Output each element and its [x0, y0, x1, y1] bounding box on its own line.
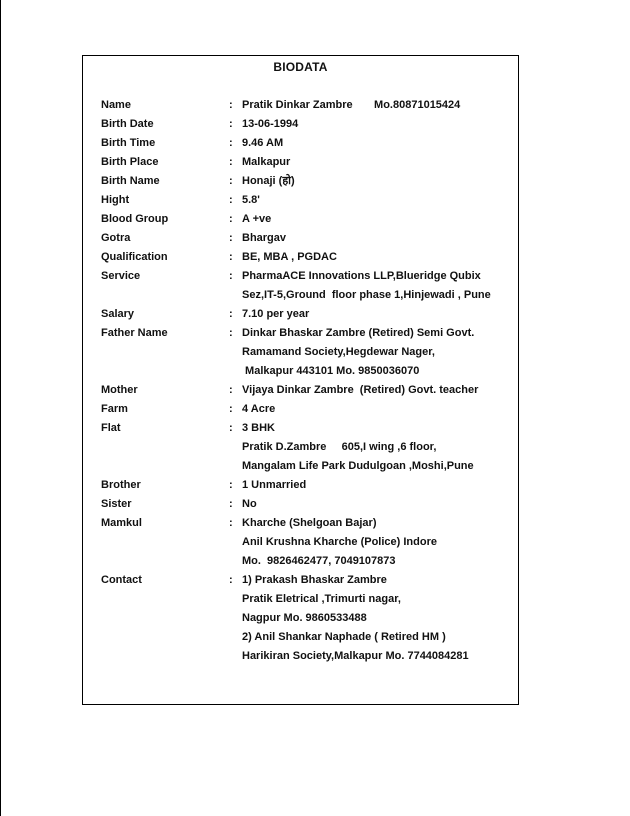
field-label: Farm [101, 403, 128, 415]
field-row-flat [101, 419, 510, 476]
field-value-line: PharmaACE Innovations LLP,Blueridge Qubix [242, 270, 481, 282]
field-value-line: 4 Acre [242, 403, 276, 415]
field-row-salary [101, 305, 510, 324]
field-value-line: Mangalam Life Park Dudulgoan ,Moshi,Pune [242, 460, 474, 472]
field-label: Father Name [101, 327, 168, 339]
field-separator: : [229, 156, 233, 168]
field-separator: : [229, 99, 233, 111]
field-value [242, 324, 510, 381]
field-row-name [101, 96, 510, 115]
field-value [242, 210, 510, 229]
field-value [242, 495, 510, 514]
field-row-birth-name [101, 172, 510, 191]
field-value-line: 7.10 per year [242, 308, 310, 320]
field-label: Salary [101, 308, 135, 320]
field-separator: : [229, 270, 233, 282]
field-label: Contact [101, 574, 142, 586]
field-value-line: Sez,IT-5,Ground floor phase 1,Hinjewadi , Pune [242, 289, 491, 301]
field-row-father-name [101, 324, 510, 381]
field-value [242, 305, 510, 324]
field-value-line: A +ve [242, 213, 272, 225]
field-value-line: Nagpur Mo. 9860533488 [242, 612, 367, 624]
field-value-line: 3 BHK [242, 422, 276, 434]
field-value-line: Harikiran Society,Malkapur Mo. 7744084281 [242, 650, 469, 662]
field-value [242, 96, 510, 115]
field-label: Qualification [101, 251, 168, 263]
field-separator: : [229, 137, 233, 149]
field-value-line: Malkapur [242, 156, 291, 168]
field-value-line: Ramamand Society,Hegdewar Nager, [242, 346, 435, 358]
biodata-fields [101, 96, 510, 666]
field-value-line: Mo. 9826462477, 7049107873 [242, 555, 396, 567]
field-row-brother [101, 476, 510, 495]
field-value [242, 419, 510, 476]
field-value [242, 381, 510, 400]
field-label: Service [101, 270, 141, 282]
field-value-line: Bhargav [242, 232, 287, 244]
field-row-birth-time [101, 134, 510, 153]
field-value-line: No [242, 498, 257, 510]
biodata-card [82, 55, 519, 705]
field-label: Brother [101, 479, 141, 491]
field-value [242, 514, 510, 571]
field-value-line: Malkapur 443101 Mo. 9850036070 [242, 365, 420, 377]
field-separator: : [229, 574, 233, 586]
field-value [242, 571, 510, 666]
field-label: Blood Group [101, 213, 169, 225]
field-value-line: Honaji (हो) [242, 175, 295, 187]
field-row-contact [101, 571, 510, 666]
field-value [242, 153, 510, 172]
field-separator: : [229, 251, 233, 263]
document-title: BIODATA [273, 60, 328, 74]
field-value-line: 5.8' [242, 194, 260, 206]
field-label: Birth Time [101, 137, 156, 149]
field-separator: : [229, 479, 233, 491]
field-label: Mamkul [101, 517, 142, 529]
field-value [242, 191, 510, 210]
field-value [242, 115, 510, 134]
field-separator: : [229, 422, 233, 434]
field-row-sister [101, 495, 510, 514]
field-label: Sister [101, 498, 132, 510]
field-label: Flat [101, 422, 121, 434]
field-row-qualification [101, 248, 510, 267]
field-row-gotra [101, 229, 510, 248]
field-value-line: 9.46 AM [242, 137, 284, 149]
field-separator: : [229, 384, 233, 396]
field-separator: : [229, 403, 233, 415]
field-separator: : [229, 213, 233, 225]
field-separator: : [229, 308, 233, 320]
field-label: Hight [101, 194, 130, 206]
field-value [242, 172, 510, 191]
field-value-line: Vijaya Dinkar Zambre (Retired) Govt. teacher [242, 384, 479, 396]
field-row-mother [101, 381, 510, 400]
field-separator: : [229, 232, 233, 244]
field-separator: : [229, 194, 233, 206]
field-label: Gotra [101, 232, 131, 244]
field-value [242, 476, 510, 495]
field-value-line: 13-06-1994 [242, 118, 299, 130]
field-row-birth-date [101, 115, 510, 134]
field-separator: : [229, 517, 233, 529]
field-value-line: Pratik Dinkar Zambre Mo.80871015424 [242, 99, 461, 111]
field-value-line: 1 Unmarried [242, 479, 307, 491]
field-row-service [101, 267, 510, 305]
field-row-farm [101, 400, 510, 419]
field-value [242, 267, 510, 305]
field-label: Name [101, 99, 131, 111]
field-row-hight [101, 191, 510, 210]
field-row-mamkul [101, 514, 510, 571]
field-value-line: Pratik Eletrical ,Trimurti nagar, [242, 593, 401, 605]
field-value-line: Anil Krushna Kharche (Police) Indore [242, 536, 437, 548]
field-value [242, 134, 510, 153]
field-label: Birth Name [101, 175, 160, 187]
field-value-line: 1) Prakash Bhaskar Zambre [242, 574, 387, 586]
field-label: Mother [101, 384, 138, 396]
field-value-line: Dinkar Bhaskar Zambre (Retired) Semi Govt. [242, 327, 475, 339]
field-row-blood-group [101, 210, 510, 229]
field-separator: : [229, 327, 233, 339]
field-value-line: Pratik D.Zambre 605,I wing ,6 floor, [242, 441, 437, 453]
field-label: Birth Place [101, 156, 159, 168]
field-value [242, 229, 510, 248]
field-label: Birth Date [101, 118, 154, 130]
field-separator: : [229, 175, 233, 187]
field-value-line: 2) Anil Shankar Naphade ( Retired HM ) [242, 631, 446, 643]
field-row-birth-place [101, 153, 510, 172]
field-separator: : [229, 498, 233, 510]
field-value [242, 400, 510, 419]
field-value-line: BE, MBA , PGDAC [242, 251, 337, 263]
field-value [242, 248, 510, 267]
field-value-line: Kharche (Shelgoan Bajar) [242, 517, 377, 529]
field-separator: : [229, 118, 233, 130]
